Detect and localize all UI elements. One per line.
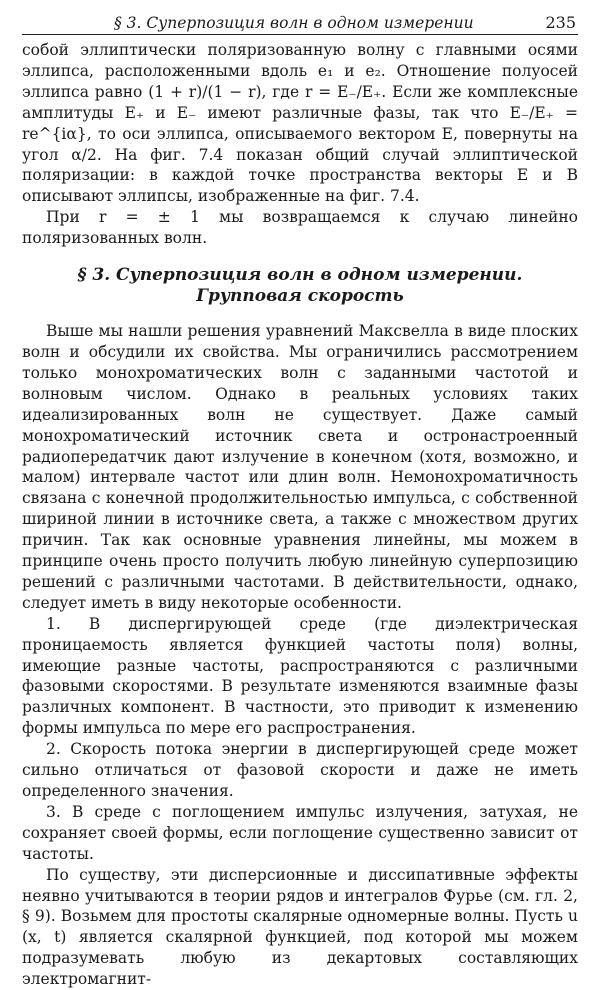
body-text <box>22 40 578 990</box>
section-heading-line: § 3. Суперпозиция волн в одном измерении. <box>77 265 523 286</box>
page-number: 235 <box>545 13 576 32</box>
paragraph: 3. В среде с поглощением импульс излучения, затухая, не сохраняет своей формы, если поглощение существенно зависит от частоты. <box>22 802 578 863</box>
paragraph: По существу, эти дисперсионные и диссипативные эффекты неявно учитываются в теории рядов и интегралов Фурье (см. гл. 2, § 9). Возьмем для простоты скалярные одномерные волны. Пусть u (x, t) является скалярной функцией, под которой мы можем подразумевать любую из декартовых составляющих электромагнит- <box>22 865 578 989</box>
running-header <box>22 10 578 35</box>
paragraph: 2. Скорость потока энергии в диспергирующей среде может сильно отличаться от фазовой скорости и даже не иметь определенного значения. <box>22 740 578 800</box>
paragraph: Выше мы нашли решения уравнений Максвелла в виде плоских волн и обсудили их свойства. Мы ограничились рассмотрением только монохроматических волн с заданными частотой и волновым числом. Однако в реальных условиях таких идеализированных волн не существует. Даже самый монохроматический источник света и остронастроенный радиопередатчик дают излучение в конечном (хотя, возможно, и малом) интервале частот или длин волн. Немонохроматичность связана с конечной продолжительностью импульса, с собственной шириной линии в источнике света, а также с множеством других причин. Так как основные уравнения линейны, мы можем в принципе очень просто получить любую линейную суперпозицию решений с различными частотами. В действительности, однако, следует иметь в виду некоторые особенности. <box>22 322 578 612</box>
book-page <box>22 10 578 990</box>
running-title: § 3. Суперпозиция волн в одном измерении <box>114 14 474 32</box>
paragraph: 1. В диспергирующей среде (где диэлектрическая проницаемость является функцией частоты поля) волны, имеющие разные частоты, распространяются с различными фазовыми скоростями. В результате изменяются взаимные фазы различных компонент. В частности, это приводит к изменению формы импульса по мере его распространения. <box>22 614 578 738</box>
paragraph: собой эллиптически поляризованную волну с главными осями эллипса, расположенными вдоль e₁ и e₂. Отношение полуосей эллипса равно (1 + r)/(1 − r), где r = E₋/E₊. Если же комплексные амплитуды E₊ и E₋ имеют различные фазы, так что E₋/E₊ = re^{iα}, то оси эллипса, описываемого вектором E, повернуты на угол α/2. На фиг. 7.4 показан общий случай эллиптической поляризации: в каждой точке пространства векторы E и B описывают эллипсы, изображенные на фиг. 7.4. <box>22 41 578 206</box>
section-heading <box>22 265 578 307</box>
section-heading-line: Групповая скорость <box>196 286 404 307</box>
paragraph: При r = ± 1 мы возвращаемся к случаю линейно поляризованных волн. <box>22 208 578 248</box>
